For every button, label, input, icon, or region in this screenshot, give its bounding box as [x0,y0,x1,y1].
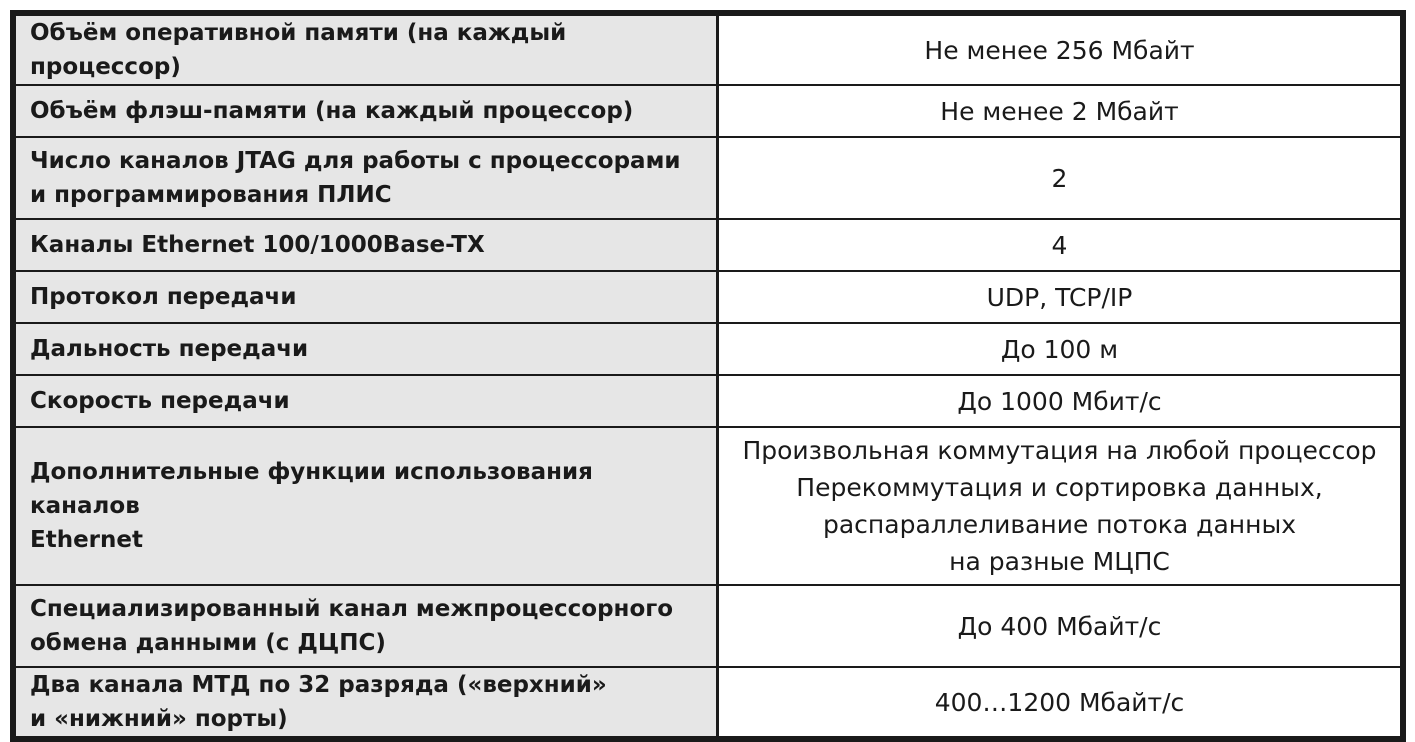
value-cell: До 100 м [718,323,1404,375]
value-cell: Не менее 256 Мбайт [718,13,1404,85]
value-cell: 400…1200 Мбайт/с [718,667,1404,739]
parameter-cell: Каналы Ethernet 100/1000Base-TX [13,219,718,271]
value-cell: 4 [718,219,1404,271]
parameter-cell: Число каналов JTAG для работы с процессорами и программирования ПЛИС [13,137,718,219]
value-cell: Не менее 2 Мбайт [718,85,1404,137]
parameter-cell: Объём оперативной памяти (на каждый процессор) [13,13,718,85]
table-row [13,667,1403,739]
value-cell: UDP, TCP/IP [718,271,1404,323]
value-cell: До 1000 Мбит/с [718,375,1404,427]
spec-table [10,10,1406,742]
table-row [13,427,1403,585]
table-row [13,271,1403,323]
table-row [13,13,1403,85]
table-row [13,85,1403,137]
parameter-cell: Скорость передачи [13,375,718,427]
table-row [13,137,1403,219]
parameter-cell: Специализированный канал межпроцессорного обмена данными (с ДЦПС) [13,585,718,667]
parameter-cell: Дополнительные функции использования каналов Ethernet [13,427,718,585]
value-cell: До 400 Мбайт/с [718,585,1404,667]
parameter-cell: Объём флэш-памяти (на каждый процессор) [13,85,718,137]
parameter-cell: Два канала МТД по 32 разряда («верхний» и «нижний» порты) [13,667,718,739]
table-row [13,219,1403,271]
value-cell: Произвольная коммутация на любой процессор Перекоммутация и сортировка данных, распараллеливание потока данных на разные МЦПС [718,427,1404,585]
parameter-cell: Дальность передачи [13,323,718,375]
table-row [13,585,1403,667]
table-row [13,323,1403,375]
value-cell: 2 [718,137,1404,219]
table-row [13,375,1403,427]
parameter-cell: Протокол передачи [13,271,718,323]
